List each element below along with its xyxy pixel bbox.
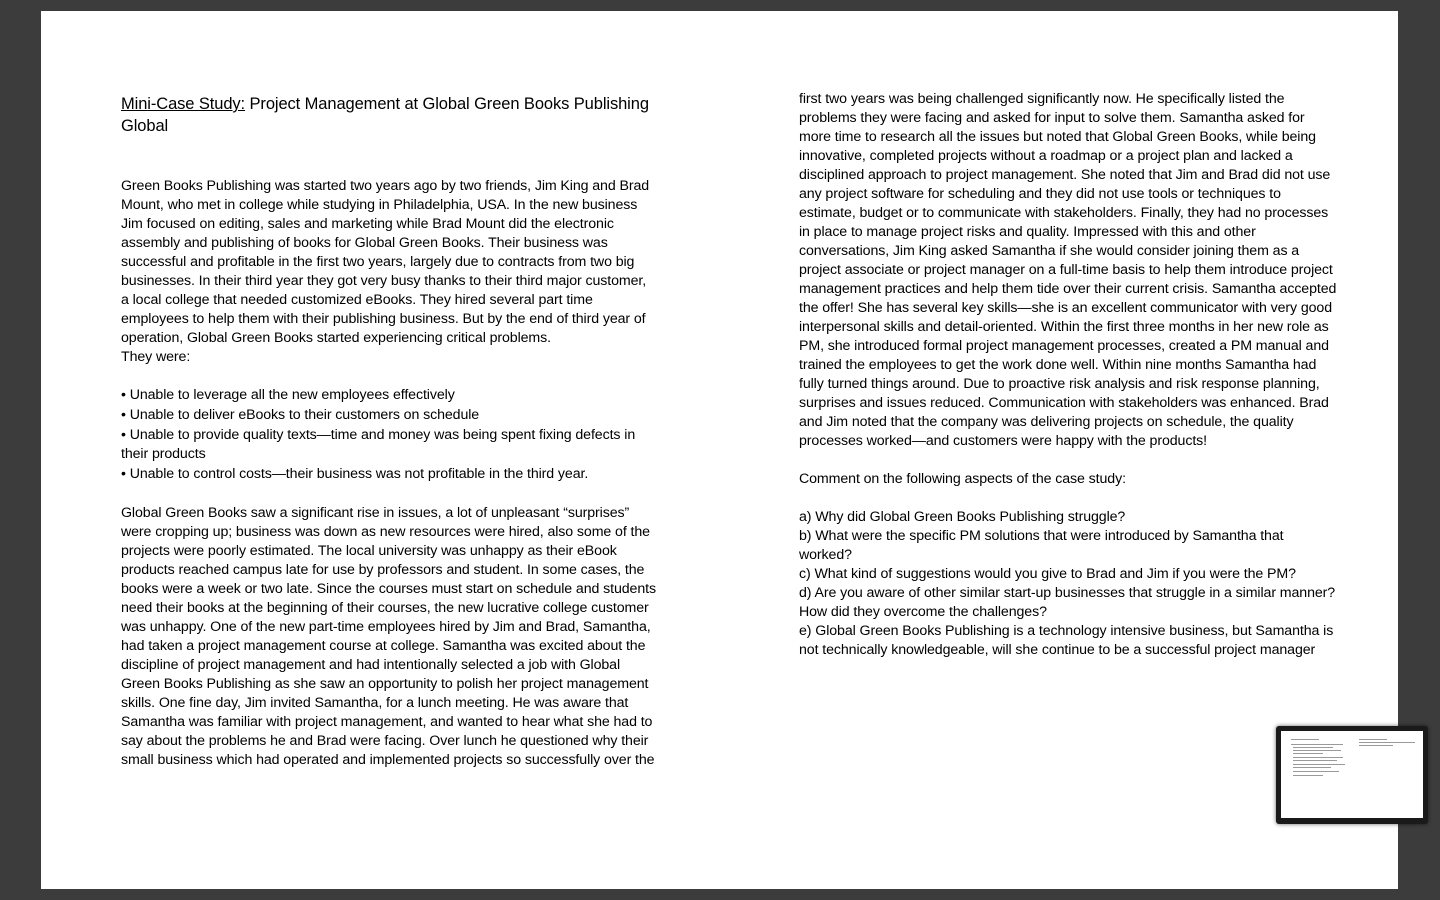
left-column [121,93,656,770]
document-page [41,11,1398,889]
they-were-label: They were: [121,349,191,365]
list-item: • Unable to provide quality texts—time and money was being spent fixing defects in their products [121,426,636,463]
question-item: a) Why did Global Green Books Publishing struggle? [799,509,1126,525]
problem-list [121,386,656,485]
story-paragraph-right: first two years was being challenged significantly now. He specifically listed the problems they were facing and asked for input to solve them. Samantha asked for more time to research all the issues but noted that Global Green Books, while being innovative, completed projects without a roadmap or a project plan and lacked a disciplined approach to project management. She noted that Jim and Brad did not use any project software for scheduling and they did not use tools or techniques to estimate, budget or to communicate with stakeholders. Finally, they had no processes in place to manage project risks and quality. Impressed with this and other conversations, Jim King asked Samantha if she would consider joining them as a project associate or project manager on a full-time basis to help them introduce project management practices and help them tide over their current crisis. Samantha accepted the offer! She has several key skills—she is an excellent communicator with very good interpersonal skills and detail-oriented. Within the first three months in her new role as PM, she introduced formal project management processes, created a PM manual and trained the employees to get the work done well. Within nine months Samantha had fully turned things around. Due to proactive risk analysis and risk response planning, surprises and issues reduced. Communication with stakeholders was enhanced. Brad and Jim noted that the company was delivering projects on schedule, the quality processes worked—and customers were happy with the products! [799,91,1337,449]
story-paragraph-left: Global Green Books saw a significant rise in issues, a lot of unpleasant “surprises” were cropping up; business was down as new resources were hired, also some of the projects were poorly estimated. The local university was unhappy as their eBook products reached campus late for use by professors and student. In some cases, the books were a week or two late. Since the courses must start on schedule and students need their books at the beginning of their courses, the new lucrative college customer was unhappy. One of the new part-time employees hired by Jim and Brad, Samantha, had taken a project management course at college. Samantha was excited about the discipline of project management and had intentionally selected a job with Global Green Books Publishing as she saw an opportunity to polish her project management skills. One fine day, Jim invited Samantha, for a lunch meeting. He was aware that Samantha was familiar with project management, and wanted to hear what she had to say about the problems he and Brad were facing. Over lunch he questioned why their small business which had operated and implemented projects so successfully over the [121,504,656,768]
page-thumbnail[interactable] [1276,726,1428,824]
page-title [121,93,656,137]
list-item: • Unable to control costs—their business was not profitable in the third year. [121,466,589,483]
question-item: b) What were the specific PM solutions that were introduced by Samantha that worked? [799,528,1284,563]
list-item: • Unable to deliver eBooks to their customers on schedule [121,406,480,423]
question-item: d) Are you aware of other similar start-up businesses that struggle in a similar manner? How did they overcome the challenges? [799,585,1336,620]
intro-paragraph: Green Books Publishing was started two years ago by two friends, Jim King and Brad Mount, who met in college while studying in Philadelphia, USA. In the new business Jim focused on editing, sales and marketing while Brad Mount did the electronic assembly and publishing of books for Global Green Books. Their business was successful and profitable in the first two years, largely due to contracts from two big businesses. In their third year they got very busy thanks to their third major customer, a local college that needed customized eBooks. They hired several part time employees to help them with their publishing business. But by the end of third year of operation, Global Green Books started experiencing critical problems. [121,178,650,346]
question-item: c) What kind of suggestions would you give to Brad and Jim if you were the PM? [799,566,1296,582]
thumbnail-preview [1281,731,1423,818]
question-list [799,508,1339,660]
title-prefix: Mini-Case Study: [121,95,246,113]
list-item: • Unable to leverage all the new employees effectively [121,387,455,403]
comment-prompt: Comment on the following aspects of the case study: [799,471,1126,487]
right-column [799,90,1339,660]
question-item: e) Global Green Books Publishing is a technology intensive business, but Samantha is not technically knowledgeable, will she continue to be a successful project manager [799,623,1334,658]
title-rest: Project Management at Global Green Books Publishing Global [121,95,649,135]
